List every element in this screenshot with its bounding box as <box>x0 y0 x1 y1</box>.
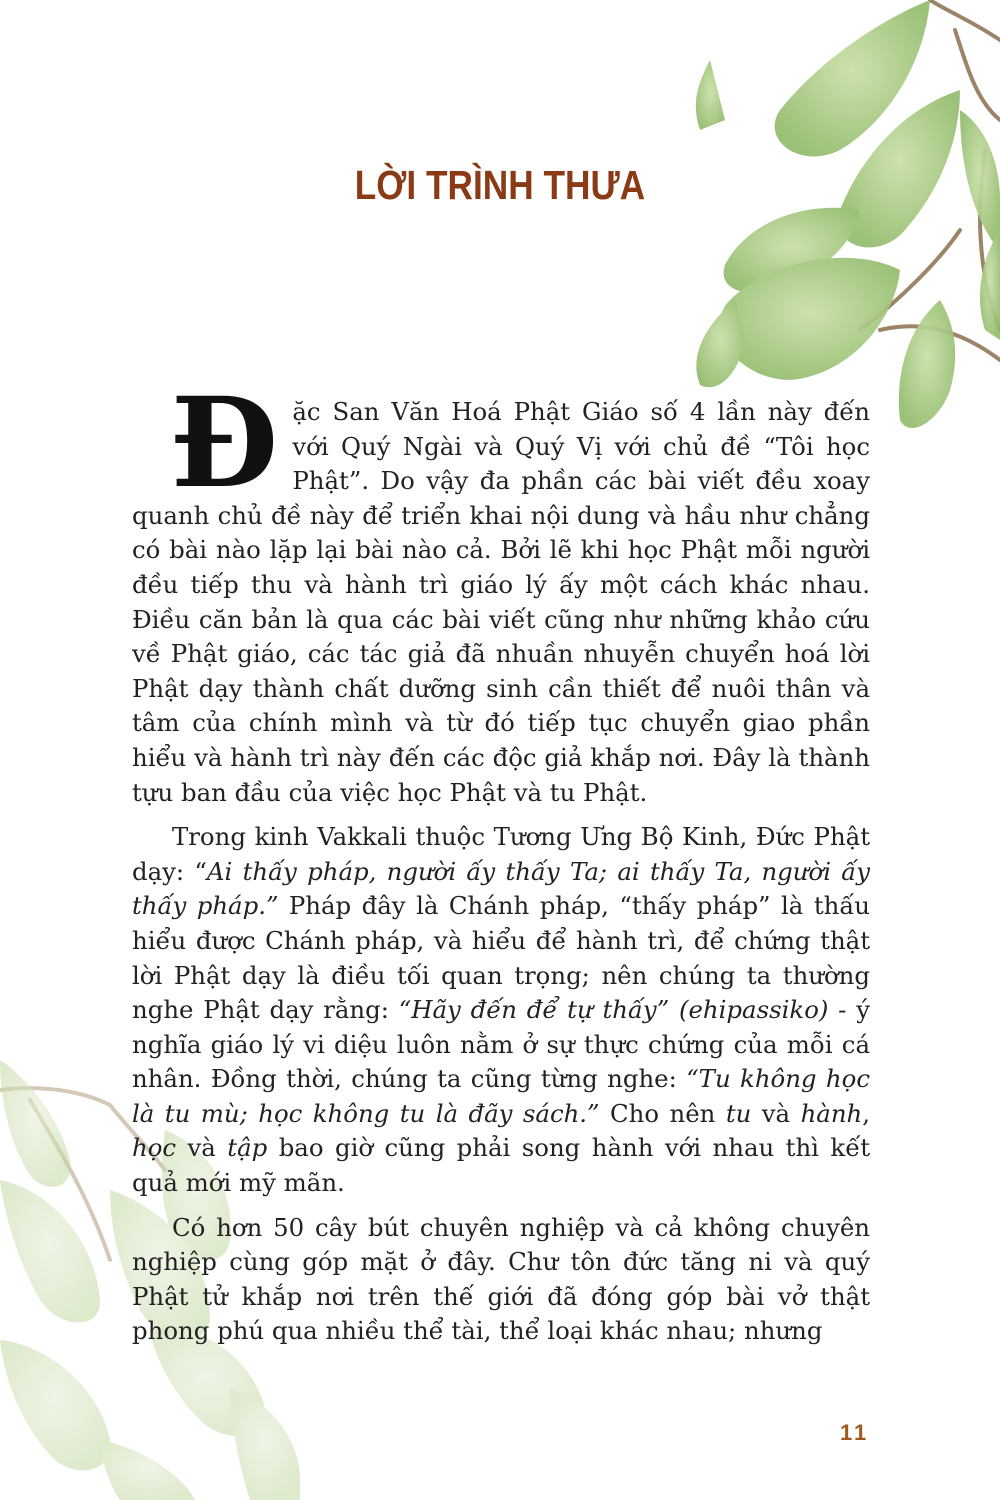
page-number: 11 <box>840 1420 870 1445</box>
p2-italic-quote: “Hãy đến để tự thấy” (ehipassiko) <box>398 995 829 1025</box>
drop-cap: Đ <box>170 371 279 516</box>
page-title: LỜI TRÌNH THƯA <box>354 162 646 208</box>
paragraph-2 <box>132 820 870 1201</box>
leaves-top-right <box>696 0 1000 428</box>
leaf-shape <box>696 300 745 387</box>
p2-text: Cho nên <box>599 1098 726 1128</box>
p2-italic-word: hành <box>800 1098 863 1128</box>
paragraph-1 <box>132 371 870 810</box>
body-text <box>132 371 871 1359</box>
p2-text: và <box>751 1098 801 1128</box>
p2-italic-quote: “Tu không học là tu mù; học không tu là đãy sách.” <box>132 1064 870 1128</box>
paragraph-3: Có hơn 50 cây bút chuyên nghiệp và cả không chuyên nghiệp cùng góp mặt ở đây. Chư tôn đức tăng ni và quý Phật tử khắp nơi trên thế giới đã đóng góp bài vở thật phong phú qua nhiều thể tài, thể loại khác nhau; nhưng <box>132 1212 870 1346</box>
leaf-shape <box>0 1060 71 1187</box>
p2-italic-quote: Ai thấy pháp, người ấy thấy Ta; ai thấy Ta, người ấy thấy pháp.” <box>132 856 870 921</box>
p2-italic-word: học <box>132 1133 177 1163</box>
p2-text: , <box>862 1098 870 1128</box>
p2-italic-word: tập <box>227 1133 268 1163</box>
p2-text: Pháp đây là Chánh pháp, “thấy pháp” là thấu hiểu được Chánh pháp, và hiểu để hành trì, để chứng thật lời Phật dạy là điều tối quan trọng; nên chúng ta thường nghe Phật dạy rằng: <box>132 891 870 1025</box>
leaf-shape <box>899 300 955 428</box>
leaf-shape <box>100 1440 195 1500</box>
leaf-shape <box>696 60 725 130</box>
p2-italic-word: tu <box>725 1098 752 1128</box>
leaf-shape <box>230 1390 300 1500</box>
p2-text: Trong kinh Vakkali thuộc Tương Ưng Bộ Kinh, Đức Phật dạy: “ <box>132 822 870 886</box>
p2-text: - ý nghĩa giáo lý vi diệu luôn nằm ở sự thực chứng của mỗi cá nhân. Đồng thời, chúng ta cũng từng nghe: <box>132 995 870 1094</box>
p2-text: và <box>176 1133 228 1163</box>
p2-text: bao giờ cũng phải song hành với nhau thì kết quả mới mỹ mãn. <box>132 1133 871 1198</box>
leaf-shape <box>0 1340 110 1470</box>
paragraph-1-text: ặc San Văn Hoá Phật Giáo số 4 lần này đến với Quý Ngài và Quý Vị với chủ đề “Tôi học Phật”. Do vậy đa phần các bài viết đều xoay quanh chủ đề này để triển khai nội dung và hầu như chẳng có bài nào lặp lại bài nào cả. Bởi lẽ khi học Phật mỗi người đều tiếp thu và hành trì giáo lý ấy một cách khác nhau. Điều căn bản là qua các bài viết cũng như những khảo cứu về Phật giáo, các tác giả đã nhuần nhuyễn chuyển hoá lời Phật dạy thành chất dưỡng sinh cần thiết để nuôi thân và tâm của chính mình và từ đó tiếp tục chuyển giao phần hiểu và hành trì này đến các độc giả khắp nơi. Đây là thành tựu ban đầu của việc học Phật và tu Phật. <box>132 397 870 807</box>
